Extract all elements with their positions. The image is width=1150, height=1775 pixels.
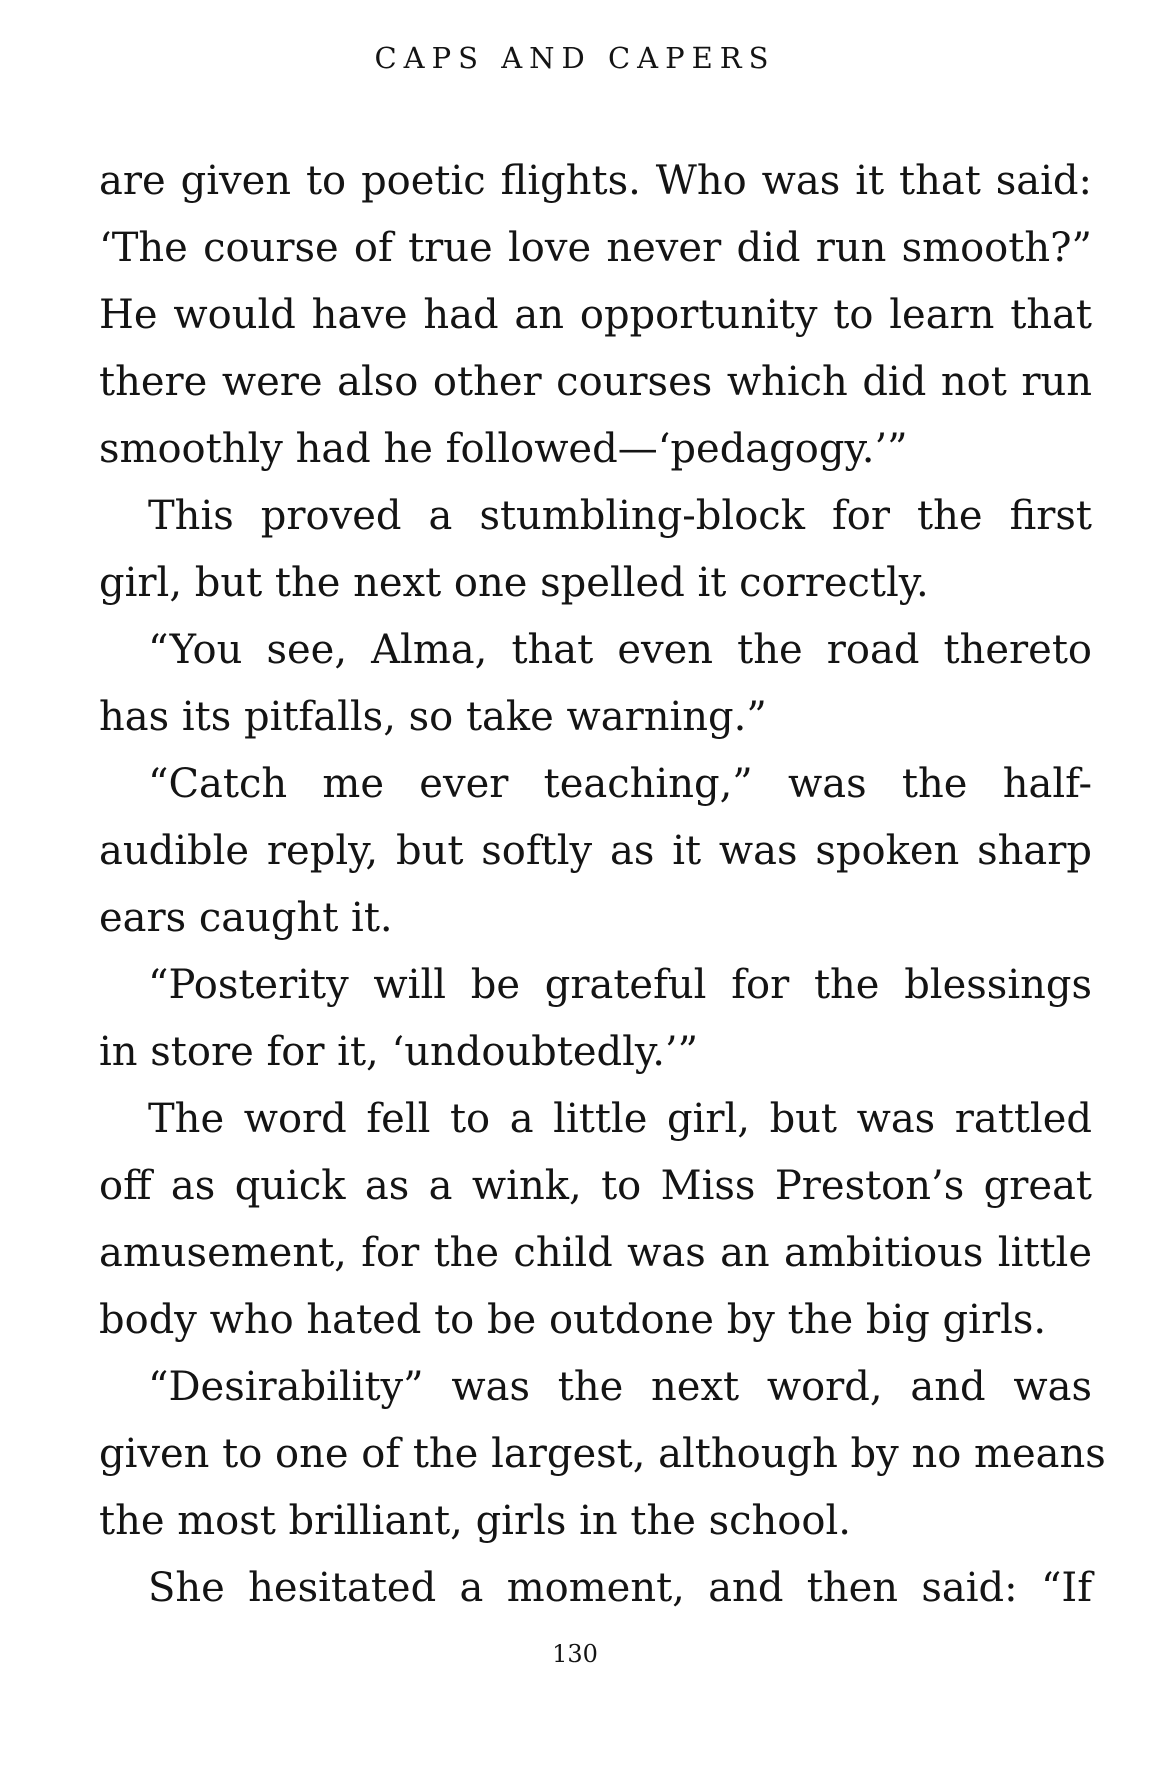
text-line: ‘The course of true love never did run smooth?”: [99, 225, 1092, 271]
text-line: body who hated to be outdone by the big girls.: [99, 1297, 1047, 1343]
running-head: CAPS AND CAPERS: [374, 41, 776, 75]
text-line: there were also other courses which did not run: [99, 359, 1092, 405]
text-line: The word fell to a little girl, but was rattled: [148, 1096, 1092, 1142]
text-line: “You see, Alma, that even the road thereto: [148, 627, 1092, 673]
text-line: He would have had an opportunity to learn that: [99, 292, 1092, 338]
text-line: off as quick as a wink, to Miss Preston’s great: [99, 1163, 1092, 1209]
text-line: audible reply, but softly as it was spoken sharp: [99, 828, 1092, 874]
text-line: has its pitfalls, so take warning.”: [99, 694, 767, 740]
page-number: 130: [552, 1640, 598, 1668]
text-line: “Desirability” was the next word, and was: [148, 1364, 1092, 1410]
text-line: girl, but the next one spelled it correctly.: [99, 560, 929, 606]
text-line: This proved a stumbling-block for the first: [148, 493, 1092, 539]
text-line: the most brilliant, girls in the school.: [99, 1498, 851, 1544]
body-text: [99, 148, 1106, 1622]
text-line: smoothly had he followed—‘pedagogy.’”: [99, 426, 908, 472]
text-line: amusement, for the child was an ambitious little: [99, 1230, 1092, 1276]
text-line: given to one of the largest, although by no means: [99, 1431, 1106, 1477]
text-line: She hesitated a moment, and then said: “If: [148, 1565, 1092, 1611]
text-line: “Posterity will be grateful for the blessings: [148, 962, 1092, 1008]
text-line: “Catch me ever teaching,” was the half-: [148, 761, 1092, 807]
text-line: in store for it, ‘undoubtedly.’”: [99, 1029, 699, 1075]
text-line: ears caught it.: [99, 895, 393, 941]
text-line: are given to poetic flights. Who was it that said:: [99, 158, 1092, 204]
